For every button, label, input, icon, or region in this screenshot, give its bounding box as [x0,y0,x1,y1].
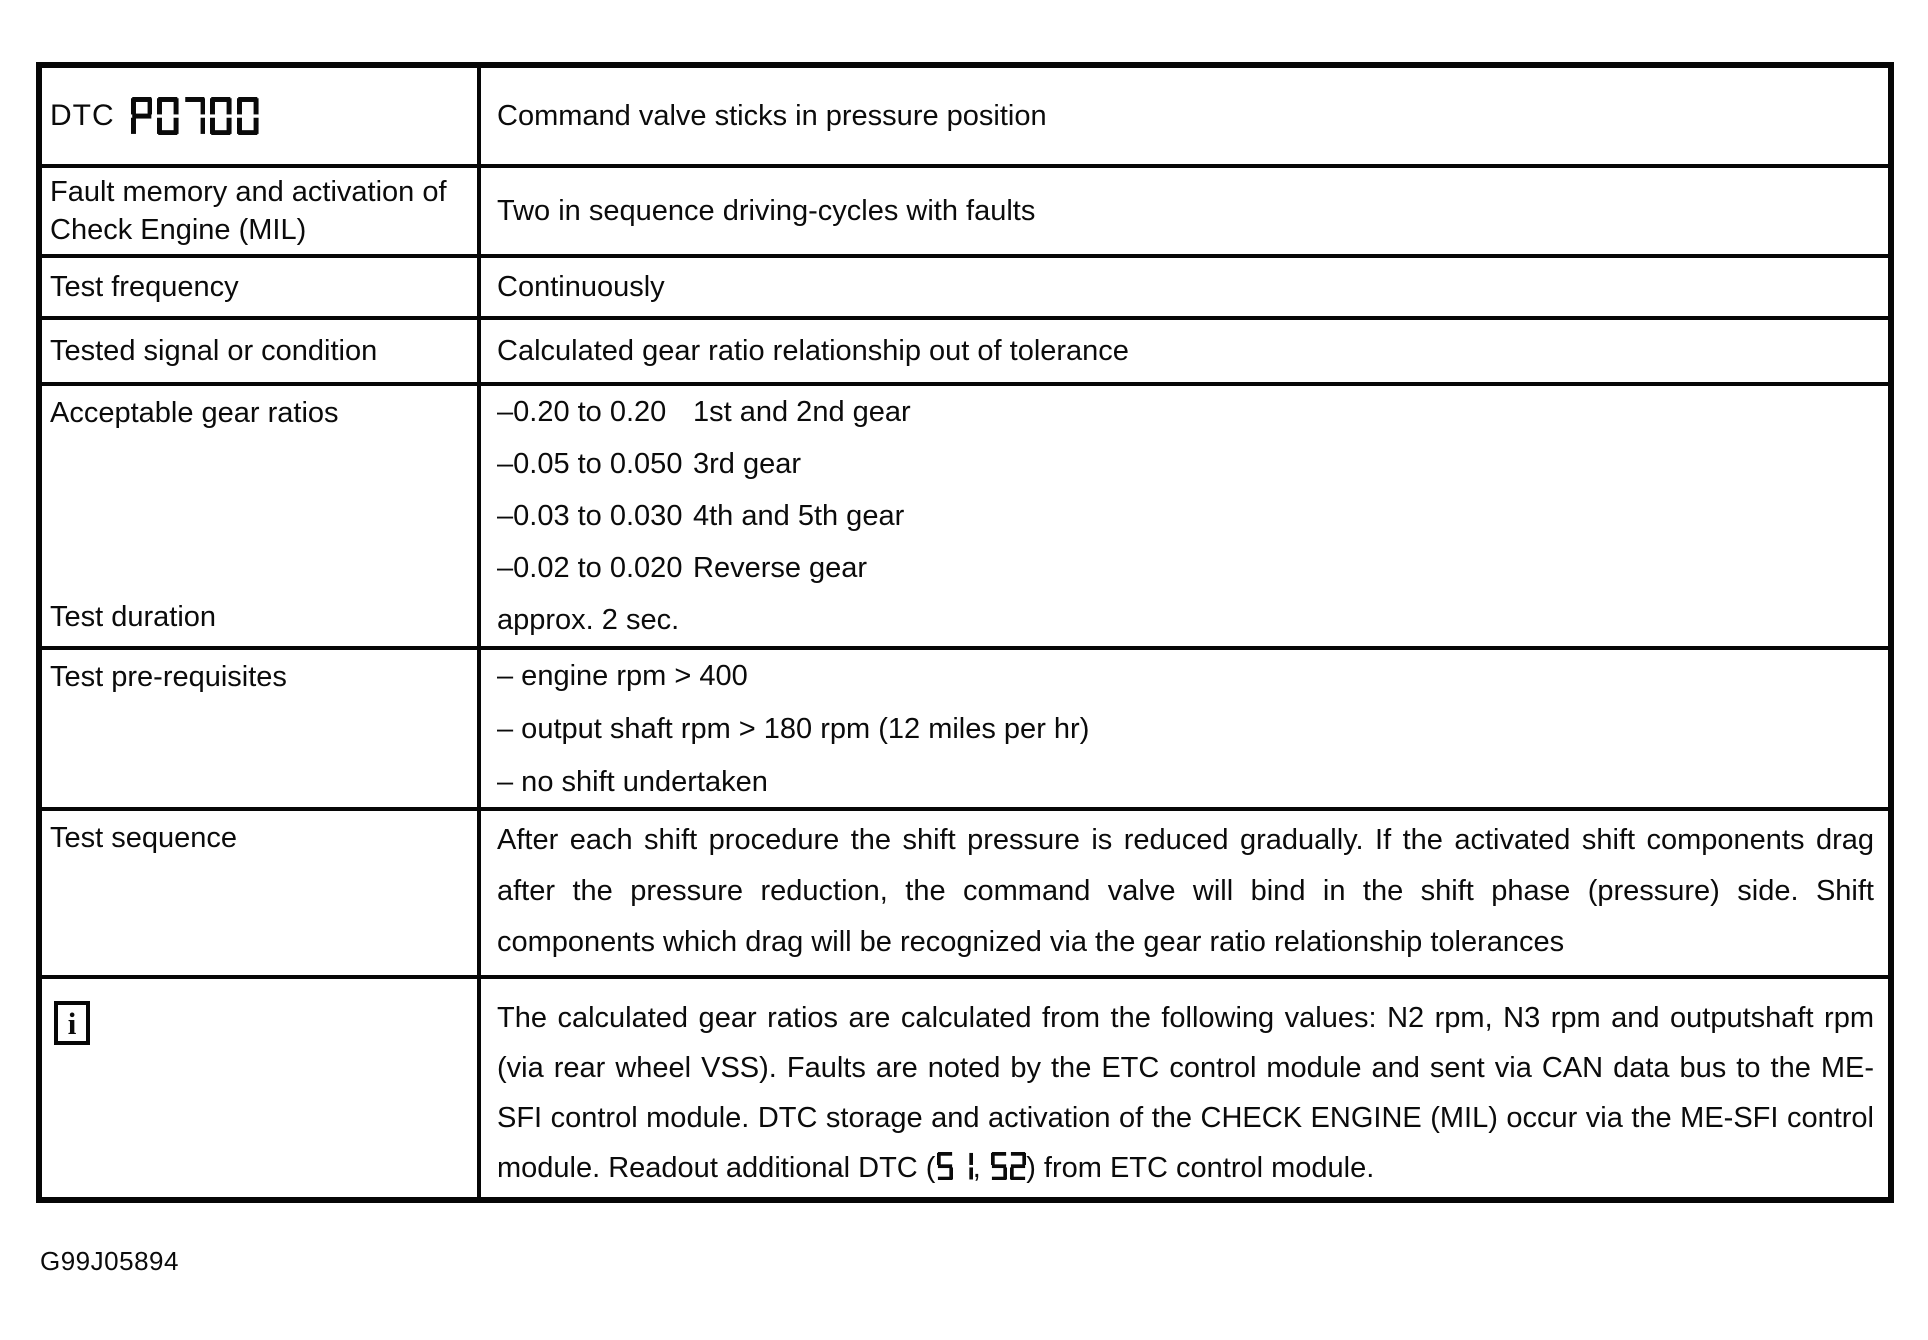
table-row-test-frequency [42,254,1888,316]
prerequisite-item: – output shaft rpm > 180 rpm (12 miles per hr) [497,713,1090,745]
dtc-description-text: Command valve sticks in pressure position [497,99,1047,132]
test-frequency-value: Continuously [497,270,665,303]
fault-memory-value: Two in sequence driving-cycles with faults [497,194,1036,227]
gear-ratios-value-cell [481,386,1888,646]
gear-ratio-row [497,386,1874,438]
info-note-separator: , [972,1152,989,1184]
gear-ratios-label-cell [42,386,481,646]
gear-ratio-row [497,438,1874,490]
gear-ratio-gear: 4th and 5th gear [693,500,905,532]
test-sequence-label: Test sequence [50,822,238,854]
test-frequency-label-cell [42,258,481,316]
fault-memory-label-cell [42,168,481,254]
gear-ratio-gear: 1st and 2nd gear [693,396,911,428]
tested-signal-value-cell [481,320,1888,382]
prerequisite-item: – engine rpm > 400 [497,660,748,692]
test-duration-value: approx. 2 sec. [497,604,680,636]
gear-ratio-range: –0.20 to 0.20 [497,396,667,428]
dtc-code-cell [42,68,481,164]
info-icon-cell [42,979,481,1197]
test-sequence-label-cell [42,811,481,975]
info-note-text-after: ) from ETC control module. [1026,1152,1375,1184]
tested-signal-value: Calculated gear ratio relationship out of tolerance [497,334,1129,367]
table-row-fault-memory [42,164,1888,254]
fault-memory-label: Fault memory and activation of Check Engine (MIL) [50,176,447,246]
test-duration-label: Test duration [50,601,217,633]
table-row-dtc [42,68,1888,164]
figure-id: G99J05894 [40,1246,179,1276]
table-row-prerequisites [42,646,1888,807]
gear-ratio-range: –0.03 to 0.030 [497,500,683,532]
prerequisites-value-cell [481,650,1888,807]
gear-ratio-range: –0.02 to 0.020 [497,552,683,584]
prerequisites-label-cell [42,650,481,807]
info-icon-glyph: i [67,1005,77,1041]
dtc-code-lcd [131,97,259,135]
additional-dtc-1-lcd [935,1152,972,1184]
info-note-text-before: The calculated gear ratios are calculated from the following values: N2 rpm, N3 rpm and outputshaft rpm (via rear wheel VSS). Faults are noted by the ETC control module and sent via CAN data bus to the ME-SFI control module. DTC storage and activation of the CHECK ENGINE (MIL) occur via the ME-SFI control module. Readout additional DTC ( [497,1002,1874,1184]
table-row-test-sequence [42,807,1888,975]
gear-ratio-row [497,542,1874,594]
tested-signal-label: Tested signal or condition [50,335,378,367]
tested-signal-label-cell [42,320,481,382]
info-icon [54,1001,90,1045]
table-row-gear-ratios [42,382,1888,646]
info-note-paragraph [497,979,1874,1193]
test-frequency-value-cell [481,258,1888,316]
test-frequency-label: Test frequency [50,271,239,303]
gear-ratio-gear: Reverse gear [693,552,868,584]
table-row-info-note [42,975,1888,1197]
additional-dtc-2-lcd [989,1152,1026,1184]
gear-ratio-row [497,490,1874,542]
table-row-tested-signal [42,316,1888,382]
gear-ratios-label: Acceptable gear ratios [50,397,339,429]
prerequisites-label: Test pre-requisites [50,661,287,693]
gear-ratio-list [497,386,1874,594]
dtc-description-cell [481,68,1888,164]
gear-ratio-gear: 3rd gear [693,448,802,480]
test-sequence-paragraph: After each shift procedure the shift pressure is reduced gradually. If the activated shift components drag after the pressure reduction, the command valve will bind in the shift phase (pressure) side. Shift components which drag will be recognized via the gear ratio relationship tolerances [497,824,1874,958]
prerequisite-list [497,650,1874,809]
fault-memory-value-cell [481,168,1888,254]
prerequisite-item: – no shift undertaken [497,766,768,798]
dtc-spec-table [36,62,1894,1203]
test-sequence-value-cell [481,811,1888,975]
info-note-value-cell [481,979,1888,1197]
dtc-prefix-label: DTC [50,99,115,132]
gear-ratio-range: –0.05 to 0.050 [497,448,683,480]
